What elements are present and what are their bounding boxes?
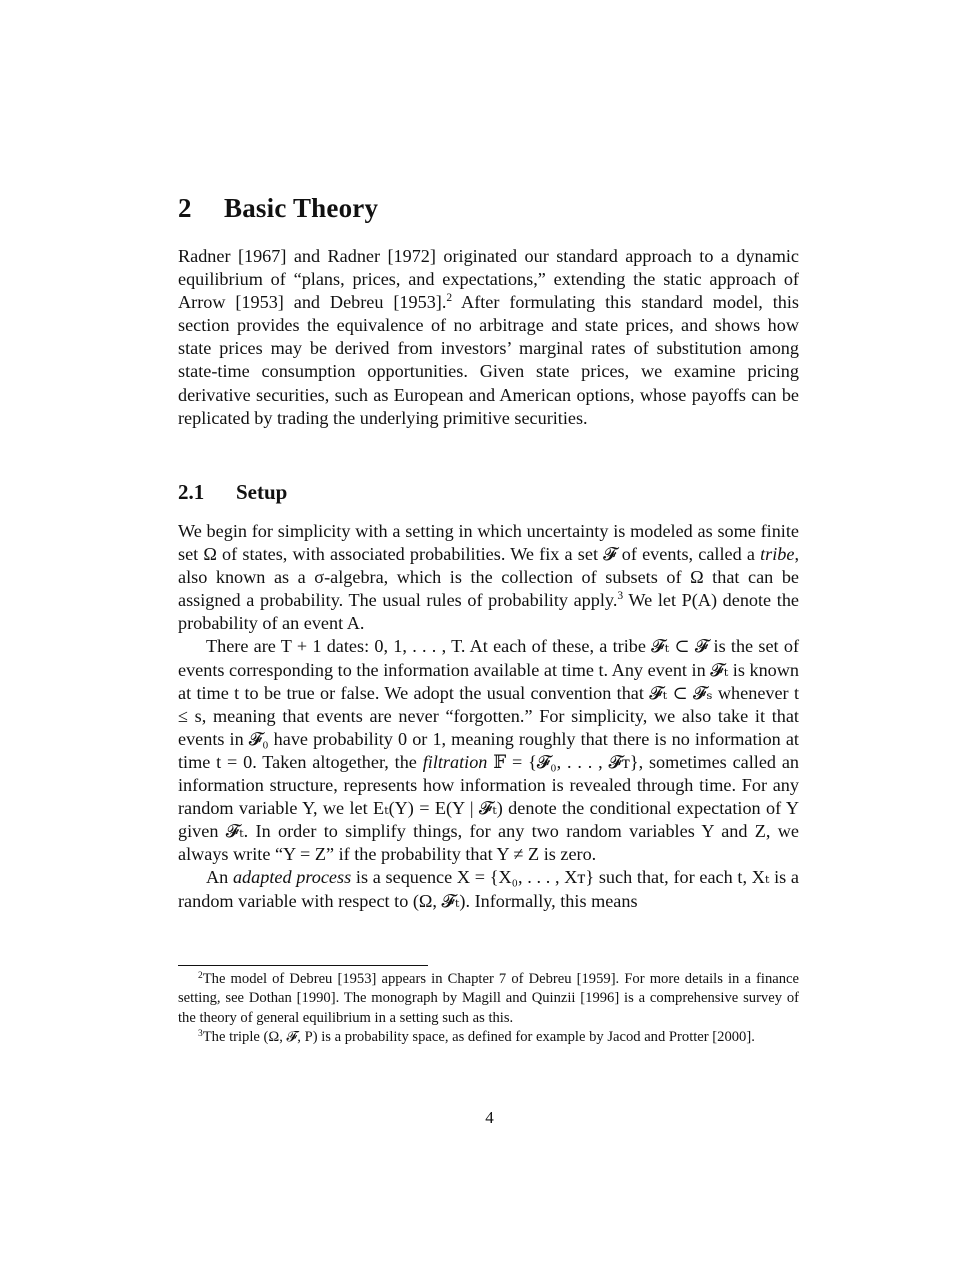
p1-text-3: We let P(A) denote the probability of an event A.: [178, 590, 799, 634]
footnote-text: The triple (Ω, 𝓕, P) is a probability space, as defined for example by Jacod and Protter [2000].: [202, 1028, 755, 1045]
footnote-ref-2[interactable]: 2: [446, 292, 453, 305]
subsection-title: Setup: [236, 480, 288, 504]
intro-text-1: Radner [1967] and Radner [1972] originated our standard approach to a dynamic equilibrium of “plans, prices, and expectations,” extending the static approach of Arrow [1953] and Debreu [1953].: [178, 246, 799, 313]
footnote-mark: 3: [198, 1028, 203, 1039]
p3-text-1: An: [206, 867, 233, 888]
setup-paragraph-3: [178, 866, 799, 912]
subsection-number: 2.1: [178, 480, 205, 504]
section-intro-paragraph: [178, 245, 799, 430]
footnote-text: The model of Debreu [1953] appears in Chapter 7 of Debreu [1959]. For more details in a finance setting, see Dothan [1990]. The monograph by Magill and Quinzii [1996] is a comprehensive survey of the theory of general equilibrium in a setting such as this.: [178, 971, 799, 1026]
footnote-ref-3[interactable]: 3: [617, 590, 624, 603]
intro-text-2: After formulating this standard model, this section provides the equivalence of no arbitrage and state prices, and shows how state prices may be derived from investors’ marginal rates of substitution among state-time consumption opportunities. Given state prices, we examine pricing derivative securities, such as European and American options, whose payoffs can be replicated by trading the underlying primitive securities.: [178, 292, 799, 428]
term-filtration: filtration: [422, 751, 488, 772]
footnote-2: [178, 970, 799, 1028]
footnote-3: [178, 1028, 799, 1047]
p2-text-1: There are T + 1 dates: 0, 1, . . . , T. At each of these, a tribe 𝓕ₜ ⊂ 𝓕 is the set of events corresponding to the information available at time t. Any event in 𝓕ₜ is known at time t to be true or false. We adopt the usual convention that 𝓕ₜ ⊂ 𝓕ₛ whenever t ≤ s, meaning that events are never “forgotten.” For simplicity, we also take it that events in 𝓕₀ have probability 0 or 1, meaning roughly that there is no information at time t = 0. Taken altogether, the: [178, 636, 799, 772]
footnote-mark: 2: [198, 971, 203, 981]
p2-text-2: 𝔽 = {𝓕₀, . . . , 𝓕ᴛ}, sometimes called an information structure, represents how information is revealed through time. For any random variable Y, we let Eₜ(Y) = E(Y | 𝓕ₜ) denote the conditional expectation of Y given 𝓕ₜ. In order to simplify things, for any two random variables Y and Z, we always write “Y = Z” if the probability that Y ≠ Z is zero.: [178, 751, 800, 865]
section-heading: [178, 193, 378, 224]
subsection-body: [178, 520, 799, 913]
section-title: Basic Theory: [224, 193, 379, 223]
term-adapted-process: adapted process: [232, 867, 352, 888]
footnote-divider: [178, 965, 428, 966]
setup-paragraph-1: [178, 520, 799, 635]
p1-text-1: We begin for simplicity with a setting in which uncertainty is modeled as some finite set Ω of states, with associated probabilities. We fix a set 𝓕 of events, called a: [178, 521, 799, 565]
setup-paragraph-2: [178, 635, 799, 866]
section-number: 2: [178, 193, 192, 223]
term-tribe: tribe: [760, 544, 795, 565]
p1-text-2: , also known as a σ-algebra, which is the collection of subsets of Ω that can be assigned a probability. The usual rules of probability apply.: [178, 544, 799, 611]
subsection-heading: [178, 480, 287, 505]
p3-text-2: is a sequence X = {X₀, . . . , Xᴛ} such that, for each t, Xₜ is a random variable with respect to (Ω, 𝓕ₜ). Informally, this means: [178, 867, 799, 911]
footnotes: [178, 970, 799, 1047]
page-number: 4: [485, 1108, 494, 1127]
